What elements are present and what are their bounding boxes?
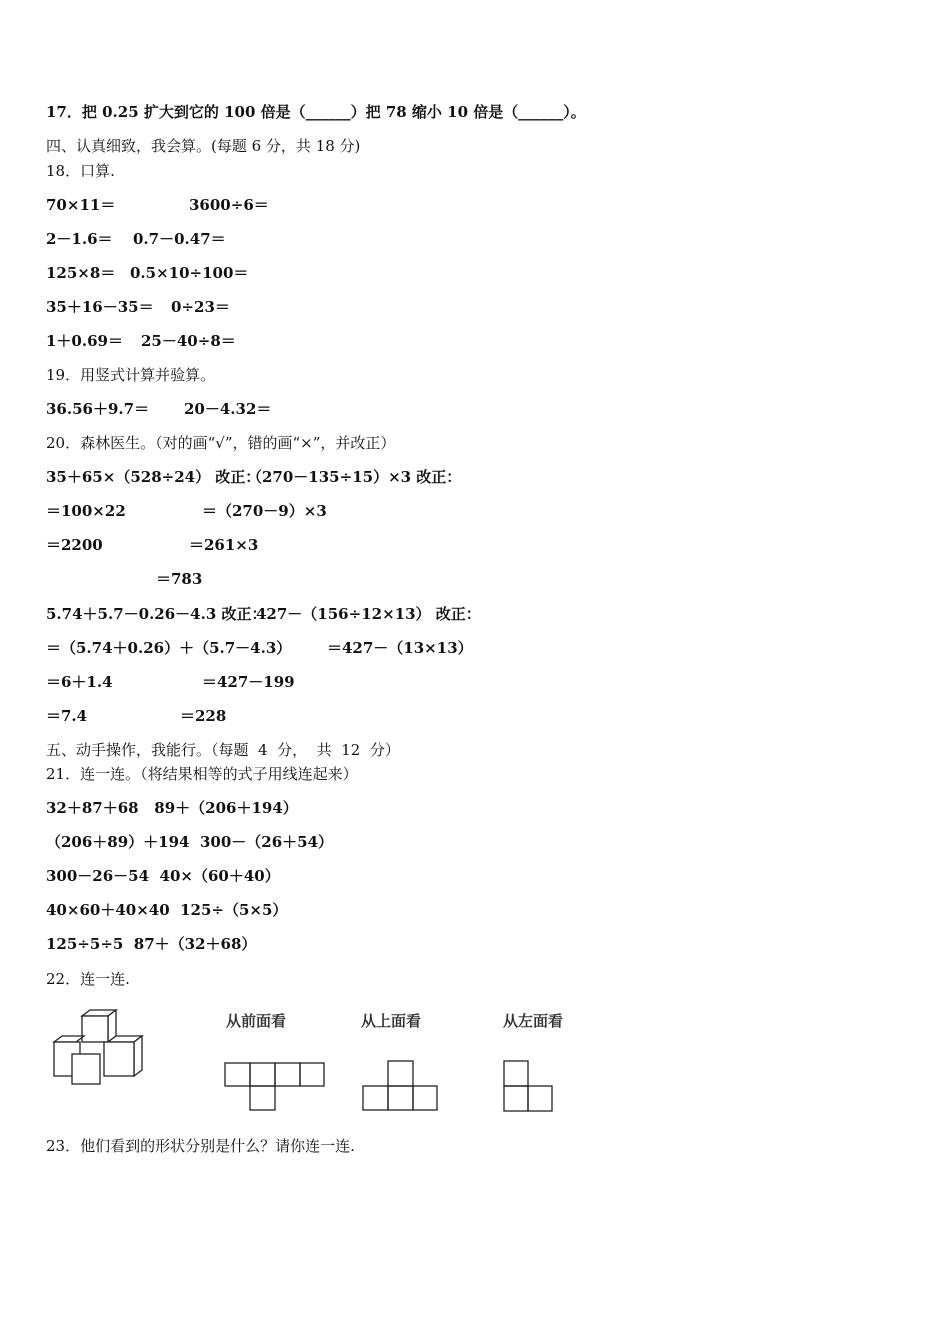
cube-stack-figure xyxy=(48,1008,148,1088)
q18-item: 35＋16－35＝ xyxy=(46,298,154,316)
q21-row: 40×60＋40×40 125÷（5×5） xyxy=(46,901,288,919)
question-18-title: 18．口算. xyxy=(46,162,115,180)
question-20-title: 20．森林医生。（对的画“√”，错的画“×”，并改正） xyxy=(46,434,396,452)
q18-item: 0.7－0.47＝ xyxy=(133,230,226,248)
q20-b-right-line: ＝427－199 xyxy=(202,673,295,691)
q18-item: 1＋0.69＝ xyxy=(46,332,123,350)
q20-a-left-line: ＝100×22 xyxy=(46,502,126,520)
question-17: 17．把 0.25 扩大到它的 100 倍是（______）把 78 缩小 10 倍是（______）。 xyxy=(46,103,586,121)
q18-item: 3600÷6＝ xyxy=(189,196,269,214)
q21-row: 32＋87＋68 89＋（206＋194） xyxy=(46,799,298,817)
q21-row: 125÷5÷5 87＋（32＋68） xyxy=(46,935,257,953)
q20-a-right-line: ＝783 xyxy=(156,570,203,588)
shape-t-view xyxy=(222,1060,328,1114)
shape-inverted-t-view xyxy=(360,1058,440,1114)
q20-a-right-line: ＝261×3 xyxy=(189,536,259,554)
q20-a-right-line: ＝（270－9）×3 xyxy=(202,502,327,520)
q18-item: 2－1.6＝ xyxy=(46,230,113,248)
question-21-title: 21．连一连。（将结果相等的式子用线连起来） xyxy=(46,765,358,783)
q20-b-right-line: 427－（156÷12×13） 改正： xyxy=(256,605,481,623)
q18-item: 0.5×10÷100＝ xyxy=(130,264,249,282)
section-5-heading: 五、动手操作，我能行。（每题 4 分， 共 12 分） xyxy=(46,741,400,759)
q20-b-left-line: ＝（5.74＋0.26）＋（5.7－4.3） xyxy=(46,639,292,657)
q20-b-left-line: 5.74＋5.7－0.26－4.3 改正： xyxy=(46,605,267,623)
q21-row: 300－26－54 40×（60＋40） xyxy=(46,867,280,885)
question-23-title: 23．他们看到的形状分别是什么？请你连一连. xyxy=(46,1137,355,1155)
question-19-title: 19．用竖式计算并验算。 xyxy=(46,366,216,384)
q20-a-right-line: （270－135÷15）×3 改正： xyxy=(247,468,462,486)
q18-item: 125×8＝ xyxy=(46,264,116,282)
q20-a-left-line: ＝2200 xyxy=(46,536,103,554)
q20-b-right-line: ＝228 xyxy=(180,707,227,725)
view-label-top: 从上面看 xyxy=(361,1012,422,1030)
q20-b-right-line: ＝427－（13×13） xyxy=(327,639,473,657)
q19-item: 20－4.32＝ xyxy=(184,400,272,418)
q19-item: 36.56＋9.7＝ xyxy=(46,400,150,418)
q18-item: 0÷23＝ xyxy=(171,298,230,316)
q20-b-left-line: ＝7.4 xyxy=(46,707,88,725)
q18-item: 25－40÷8＝ xyxy=(141,332,236,350)
q21-row: （206＋89）＋194 300－（26＋54） xyxy=(46,833,334,851)
q20-a-left-line: 35＋65×（528÷24） 改正： xyxy=(46,468,261,486)
q20-b-left-line: ＝6＋1.4 xyxy=(46,673,113,691)
question-22-title: 22．连一连. xyxy=(46,970,130,988)
view-label-front: 从前面看 xyxy=(226,1012,287,1030)
view-label-left: 从左面看 xyxy=(503,1012,564,1030)
section-4-heading: 四、认真细致，我会算。(每题 6 分，共 18 分) xyxy=(46,137,361,155)
shape-l-view xyxy=(500,1058,556,1116)
q18-item: 70×11＝ xyxy=(46,196,116,214)
